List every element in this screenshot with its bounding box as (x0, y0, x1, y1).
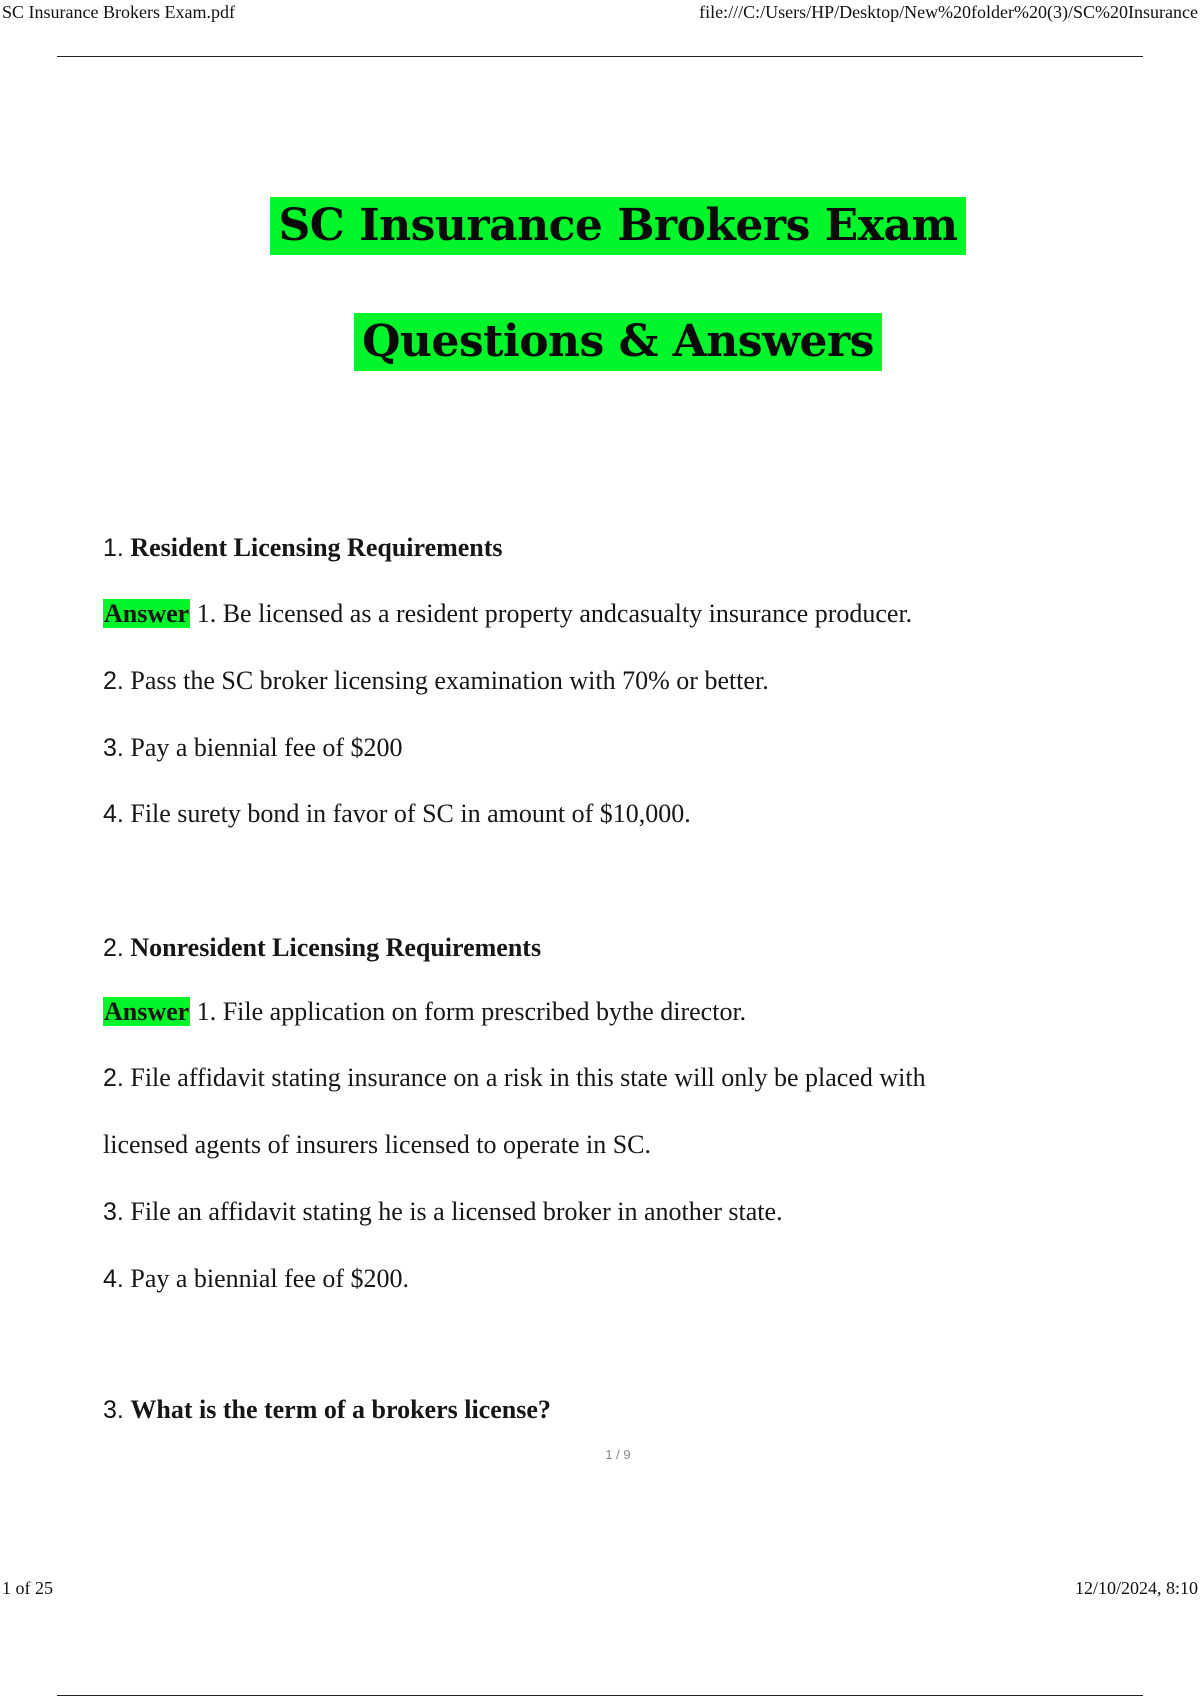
answer-item-text: Be licensed as a resident property andcasualty insurance producer. (222, 599, 913, 628)
answer-item-text: File an affidavit stating he is a licensed broker in another state. (130, 1197, 783, 1226)
print-header-doc-name: SC Insurance Brokers Exam.pdf (2, 2, 235, 22)
answer-item-text: licensed agents of insurers licensed to operate in SC. (103, 1130, 652, 1159)
answer-label: Answer (104, 599, 190, 628)
answer-line (103, 664, 769, 698)
print-header-file-path: file:///C:/Users/HP/Desktop/New%20folder%20(3)/SC%20Insurance (699, 2, 1198, 22)
question-heading (103, 1393, 551, 1427)
question-text: Nonresident Licensing Requirements (130, 933, 542, 962)
answer-item-number: 3. (103, 734, 124, 762)
print-footer-datetime: 12/10/2024, 8:10 (1074, 1578, 1198, 1598)
question-number: 3. (103, 1396, 124, 1424)
answer-item-text: Pay a biennial fee of $200 (130, 733, 403, 762)
answer-item-number: 1. (196, 997, 217, 1026)
answer-line (103, 597, 912, 631)
question-text: Resident Licensing Requirements (130, 533, 503, 562)
answer-line (103, 995, 746, 1029)
answer-item-number: 3. (103, 1198, 124, 1226)
answer-item-text: File surety bond in favor of SC in amount of $10,000. (130, 799, 691, 828)
header-divider (57, 56, 1143, 57)
print-footer-page-count: 1 of 25 (2, 1578, 53, 1598)
answer-line (103, 1195, 783, 1229)
question-number: 1. (103, 534, 124, 562)
answer-label: Answer (104, 997, 190, 1026)
question-heading (103, 931, 541, 965)
answer-item-number: 2. (103, 1064, 124, 1092)
document-title-line-1 (0, 197, 1200, 255)
page-indicator: 1 / 9 (605, 1447, 631, 1462)
answer-line (103, 797, 691, 831)
answer-item-number: 4. (103, 800, 124, 828)
answer-item-text: Pay a biennial fee of $200. (130, 1264, 410, 1293)
question-heading (103, 531, 503, 565)
answer-item-number: 2. (103, 667, 124, 695)
answer-line (103, 1262, 409, 1296)
question-text: What is the term of a brokers license? (130, 1395, 551, 1424)
answer-line-continuation (103, 1128, 651, 1162)
title-highlight-1: SC Insurance Brokers Exam (270, 197, 965, 255)
footer-divider (57, 1695, 1143, 1696)
question-number: 2. (103, 934, 124, 962)
answer-line (103, 1061, 926, 1095)
title-highlight-2: Questions & Answers (354, 313, 882, 371)
answer-line (103, 731, 403, 765)
answer-item-text: File affidavit stating insurance on a risk in this state will only be placed with (130, 1063, 926, 1092)
answer-item-text: Pass the SC broker licensing examination with 70% or better. (130, 666, 769, 695)
answer-item-number: 4. (103, 1265, 124, 1293)
answer-item-text: File application on form prescribed bythe director. (222, 997, 747, 1026)
answer-item-number: 1. (196, 599, 217, 628)
document-title-line-2 (0, 313, 1200, 371)
